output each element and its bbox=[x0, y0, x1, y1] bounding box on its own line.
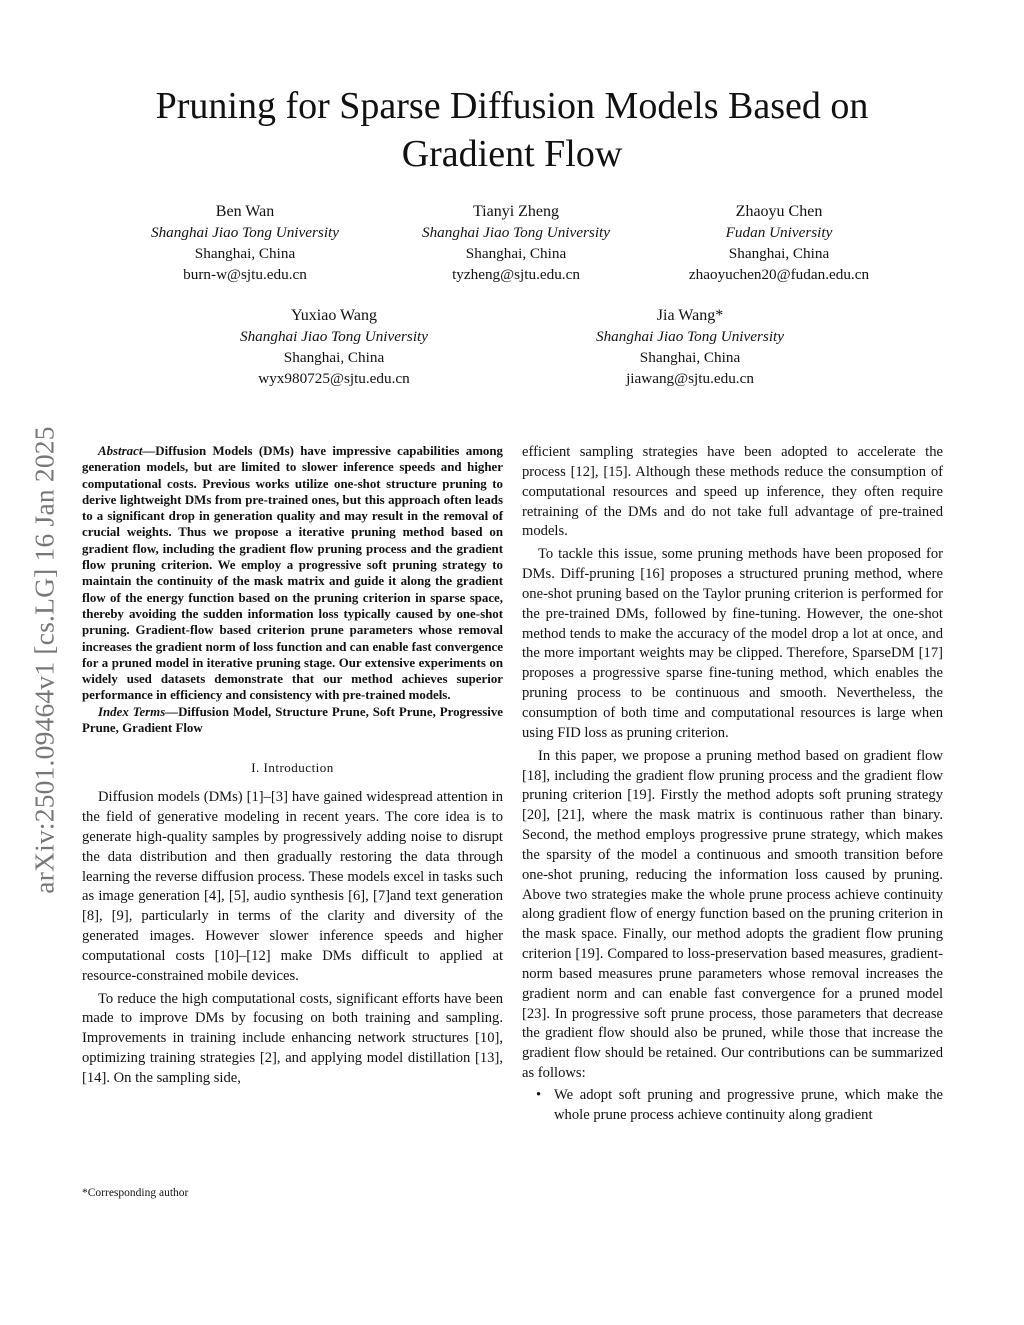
arxiv-side-stamp: arXiv:2501.09464v1 [cs.LG] 16 Jan 2025 bbox=[29, 426, 60, 894]
author-name: Tianyi Zheng bbox=[472, 203, 560, 220]
left-column bbox=[82, 443, 503, 1089]
author-block bbox=[130, 201, 360, 285]
abstract-text: Diffusion Models (DMs) have impressive capabilities among generation models, but are limited to slower inference speeds and higher computational costs. Previous works utilize one-shot structure pruning to derive lightweight DMs from pre-trained ones, but this approach often leads to a significant drop in generation quality and may result in the removal of crucial weights. Thus we propose a iterative pruning method based on gradient flow, including the gradient flow pruning process and the gradient flow pruning criterion. We employ a progressive soft pruning strategy to maintain the continuity of the mask matrix and guide it along the gradient flow of the energy function based on the pruning criterion in sparse space, thereby avoiding the sudden information loss typically caused by one-shot pruning. Gradient-flow based criterion prune parameters whose removal increases the gradient norm of loss function and can enable fast convergence for a pruned model in iterative pruning stage. Our extensive experiments on widely used datasets demonstrate that our method achieves superior performance in efficiency and consistency with pre-trained models. bbox=[82, 444, 503, 703]
author-location: Shanghai, China bbox=[194, 245, 296, 262]
paper-title: Pruning for Sparse Diffusion Models Based on Gradient Flow bbox=[155, 85, 869, 175]
paragraph: To tackle this issue, some pruning methods have been proposed for DMs. Diff-pruning [16] proposes a structured pruning method, where one-shot pruning based on the Taylor pruning criterion is performed for the pre-trained DMs, followed by fine-tuning. However, the one-shot method tends to make the accuracy of the model drop a lot at once, and the more important weights may be clipped. Therefore, SparseDM [17] proposes a progressive sparse fine-tuning method, which enables the pruning process to be continuous and smooth. Nevertheless, the consumption of both time and computational resources is large when using FID loss as pruning criterion. bbox=[522, 546, 943, 741]
author-affiliation: Shanghai Jiao Tong University bbox=[595, 328, 784, 345]
paragraph: Diffusion models (DMs) [1]–[3] have gained widespread attention in the field of generative modeling in recent years. The core idea is to generate high-quality samples by progressively adding noise to disrupt the data distribution and then gradually restoring the data through learning the reverse diffusion process. These models excel in tasks such as image generation [4], [5], audio synthesis [6], [7]and text generation [8], [9], particularly in terms of the clarity and diversity of the generated images. However slower inference speeds and higher computational costs [10]–[12] make DMs difficult to applied at resource-constrained mobile devices. bbox=[82, 789, 503, 984]
author-affiliation: Fudan University bbox=[725, 224, 833, 241]
index-terms-label: Index Terms— bbox=[98, 704, 179, 719]
author-email: burn-w@sjtu.edu.cn bbox=[183, 266, 307, 283]
footnote: *Corresponding author bbox=[82, 1187, 189, 1199]
author-block bbox=[400, 201, 632, 285]
right-column bbox=[522, 443, 943, 1126]
paragraph: efficient sampling strategies have been adopted to accelerate the process [12], [15]. Although these methods reduce the consumption of computational resources and speed up inference, they often require retraining of the DMs and do not take full advantage of pre-trained models. bbox=[522, 444, 943, 540]
author-email: jiawang@sjtu.edu.cn bbox=[626, 370, 754, 387]
author-location: Shanghai, China bbox=[465, 245, 567, 262]
list-item-text: We adopt soft pruning and progressive prune, which make the whole prune process achieve continuity along gradient bbox=[554, 1087, 943, 1123]
author-name: Ben Wan bbox=[215, 203, 275, 220]
author-block bbox=[574, 305, 806, 389]
paragraph: In this paper, we propose a pruning method based on gradient flow [18], including the gradient flow pruning process and the gradient flow pruning criterion [19]. Firstly the method adopts soft pruning strategy [20], [21], where the mask matrix is continuous rather than binary. Second, the method employs progressive prune strategy, which makes the sparsity of the model a continuous and smooth transition before one-shot pruning, reducing the information loss caused by pruning. Above two strategies make the whole prune process achieve continuity along gradient flow of energy function based on the pruning criterion in the mask space. Finally, our method adopts the gradient flow pruning criterion [19]. Compared to loss-preservation based measures, gradient-norm based measures prune parameters whose removal increases the gradient norm and can enable fast convergence for a pruned model [23]. In progressive soft prune process, those parameters that decrease the gradient flow should also be pruned, while those that increase the gradient flow should be retained. Our contributions can be summarized as follows: bbox=[522, 747, 943, 1082]
author-email: tyzheng@sjtu.edu.cn bbox=[452, 266, 580, 283]
author-affiliation: Shanghai Jiao Tong University bbox=[150, 224, 339, 241]
abstract-label: Abstract— bbox=[98, 444, 156, 458]
list-item bbox=[522, 1086, 943, 1126]
paragraph: To reduce the high computational costs, significant efforts have been made to improve DMs by focusing on both training and sampling. Improvements in training include enhancing network structures [10], optimizing training strategies [2], and applying model distillation [13], [14]. On the sampling side, bbox=[82, 990, 503, 1086]
author-block bbox=[218, 305, 450, 389]
author-location: Shanghai, China bbox=[728, 245, 830, 262]
author-name: Zhaoyu Chen bbox=[735, 203, 823, 220]
author-block bbox=[668, 201, 890, 285]
author-name: Jia Wang* bbox=[656, 307, 724, 324]
index-terms bbox=[82, 704, 503, 737]
section-heading: I. Introduction bbox=[251, 760, 334, 776]
abstract bbox=[82, 443, 503, 704]
author-email: zhaoyuchen20@fudan.edu.cn bbox=[688, 266, 870, 283]
author-location: Shanghai, China bbox=[283, 349, 385, 366]
author-name: Yuxiao Wang bbox=[291, 307, 377, 324]
author-affiliation: Shanghai Jiao Tong University bbox=[239, 328, 428, 345]
author-email: wyx980725@sjtu.edu.cn bbox=[258, 370, 410, 387]
author-affiliation: Shanghai Jiao Tong University bbox=[421, 224, 610, 241]
author-location: Shanghai, China bbox=[639, 349, 741, 366]
bullet-icon: • bbox=[536, 1087, 542, 1103]
index-terms-text: Diffusion Model, Structure Prune, Soft Prune, Progressive Prune, Gradient Flow bbox=[82, 704, 503, 736]
